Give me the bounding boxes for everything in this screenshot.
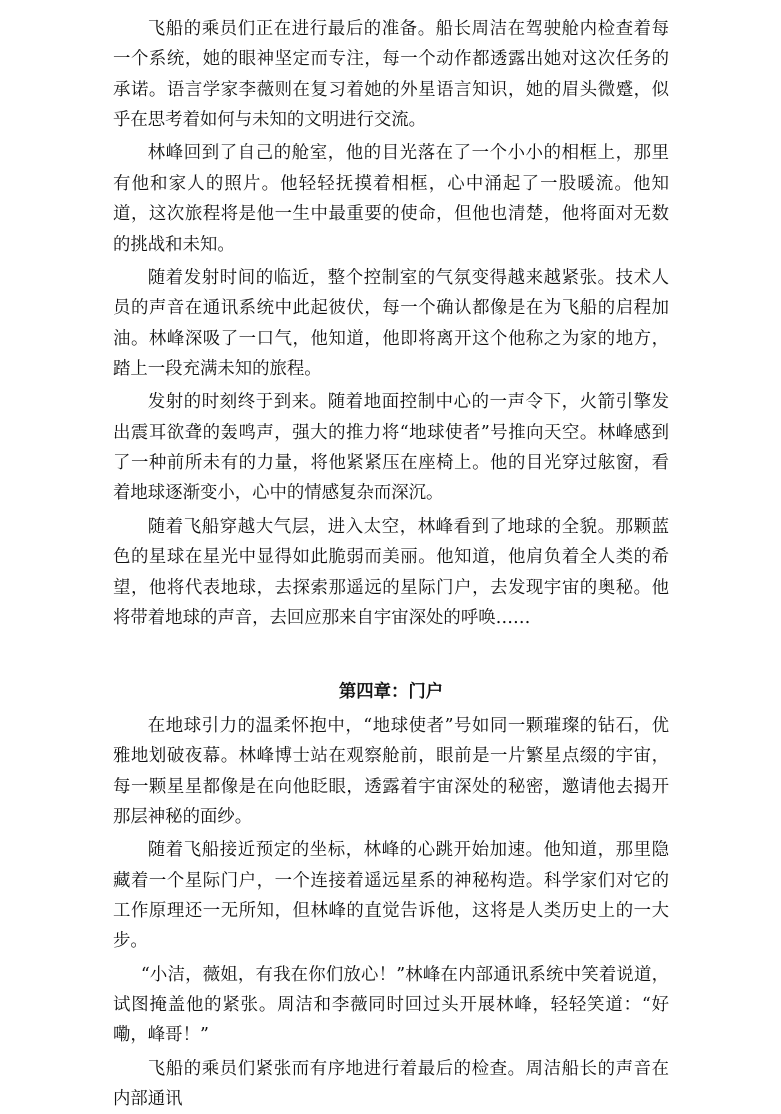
- paragraph: 发射的时刻终于到来。随着地面控制中心的一声令下，火箭引擎发出震耳欲聋的轰鸣声，强大的推力将“地球使者”号推向天空。林峰感到了一种前所未有的力量，将他紧紧压在座椅上。他的目光穿过舷窗，看着地球逐渐变小，心中的情感复杂而深沉。: [113, 392, 669, 504]
- paragraph: “小洁，薇姐，有我在你们放心！”林峰在内部通讯系统中笑着说道，试图掩盖他的紧张。周洁和李薇同时回过头开展林峰，轻轻笑道：“好嘞，峰哥！”: [113, 964, 669, 1046]
- paragraph: 随着飞船穿越大气层，进入太空，林峰看到了地球的全貌。那颗蓝色的星球在星光中显得如此脆弱而美丽。他知道，他肩负着全人类的希望，他将代表地球，去探索那遥远的星际门户，去发现宇宙的奥秘。他将带着地球的声音，去回应那来自宇宙深处的呼唤……: [113, 516, 669, 628]
- paragraph: 随着飞船接近预定的坐标，林峰的心跳开始加速。他知道，那里隐藏着一个星际门户，一个连接着遥远星系的神秘构造。科学家们对它的工作原理还一无所知，但林峰的直觉告诉他，这将是人类历史上的一大步。: [113, 840, 669, 952]
- paragraph: 飞船的乘员们紧张而有序地进行着最后的检查。周洁船长的声音在内部通讯: [113, 1058, 669, 1109]
- paragraph: 在地球引力的温柔怀抱中，“地球使者”号如同一颗璀璨的钻石，优雅地划破夜幕。林峰博士站在观察舱前，眼前是一片繁星点缀的宇宙，每一颗星星都像是在向他眨眼，透露着宇宙深处的秘密，邀请他去揭开那层神秘的面纱。: [113, 715, 669, 827]
- paragraph: 随着发射时间的临近，整个控制室的气氛变得越来越紧张。技术人员的声音在通讯系统中此起彼伏，每一个确认都像是在为飞船的启程加油。林峰深吸了一口气，他知道，他即将离开这个他称之为家的地方，踏上一段充满未知的旅程。: [113, 267, 669, 380]
- paragraph: 林峰回到了自己的舱室，他的目光落在了一个小小的相框上，那里有他和家人的照片。他轻轻抚摸着相框，心中涌起了一股暖流。他知道，这次旅程将是他一生中最重要的使命，但他也清楚，他将面对无数的挑战和未知。: [113, 143, 669, 255]
- document-page: [113, 0, 669, 1114]
- chapter-title: 第四章：门户: [338, 682, 444, 703]
- paragraph: 飞船的乘员们正在进行最后的准备。船长周洁在驾驶舱内检查着每一个系统，她的眼神坚定而专注，每一个动作都透露出她对这次任务的承诺。语言学家李薇则在复习着她的外星语言知识，她的眉头微蹙，似乎在思考着如何与未知的文明进行交流。: [113, 19, 669, 131]
